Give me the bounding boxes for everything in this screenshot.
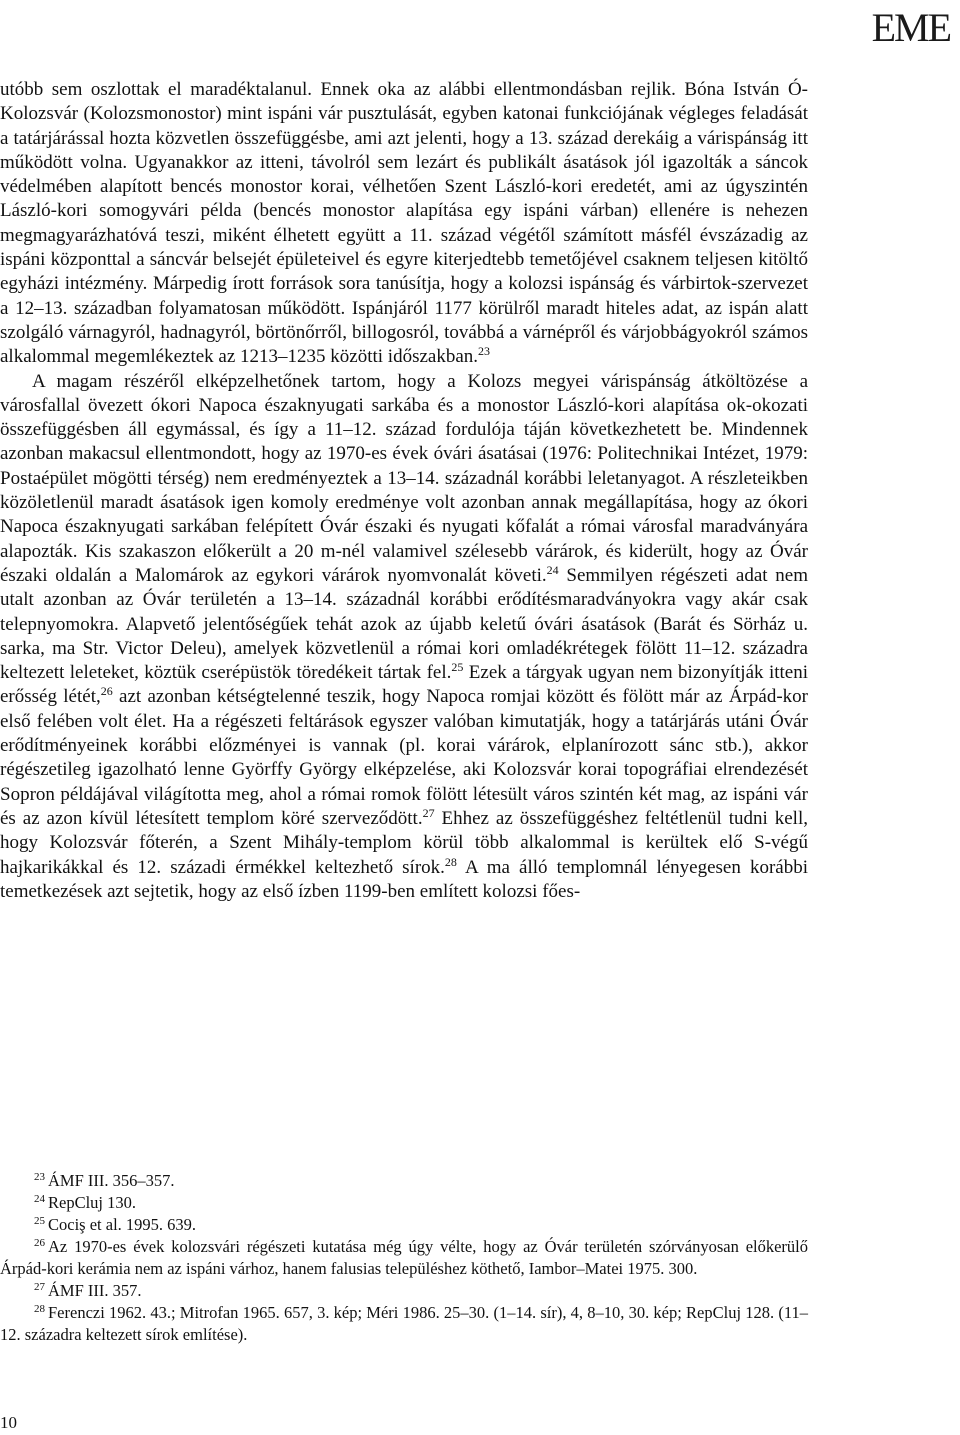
- footnote: [0, 1280, 808, 1302]
- text-run: azt azonban kétségtelenné teszik, hogy Napoca romjai között és fölött már az Árpád-kor első felében volt élet. Ha a régészeti feltárások egyszer valóban kimutatják, hogy a tatárjárás utáni Óvár erődítményeinek korábbi előzményei is vannak (pl. korai várárok, elplanírozott sánc stb.), akkor régészetileg igazolható lenne Györffy György elképzelése, aki Kolozsvár korai topográfiai elrendezését Sopron példájával világította meg, ahol a római romok fölött létesült város szintén két mag, az ispáni vár és az azon kívül létesített templom köré szerveződött.: [0, 686, 808, 829]
- footnote: [0, 1192, 808, 1214]
- text-run: A ma álló templomnál lényegesen korábbi temetkezések azt sejtetik, hogy az első ízben 1199-ben említett kolozsi főes-: [0, 856, 808, 902]
- footnote: [0, 1302, 808, 1346]
- footnote-ref[interactable]: 26: [100, 684, 113, 699]
- footnote: [0, 1170, 808, 1192]
- publisher-logo: EME: [871, 5, 950, 50]
- text-run: utóbb sem oszlottak el maradéktalanul. Ennek oka az alábbi ellentmondásban rejlik. Bóna István Ó-Kolozsvár (Kolozsmonostor) mint ispáni vár pusztulását, egyben katonai funkciójának végleges feladását a tatárjárással hozta közvetlen összefüggésbe, ami azt jelenti, hogy a 13. század derekáig a várispánság itt működött volna. Ugyanakkor az itteni, távolról sem lezárt és publikált ásatások jól igazolták a sáncok védelmében alapított bencés monostor korai, vélhetően Szent László-kori eredetét, ami az úgyszintén László-kori somogyvári példa (bencés monostor alapítása egy ispáni várban) ellenére is nehezen megmagyarázhatóvá teszi, miként élhetett együtt a 11. század végétől számított másfél évszázadig az ispáni központtal a sáncvár belsejét épületeivel és egyre kiterjedtebb temetőjével csaknem teljesen kitöltő egyházi intézmény. Márpedig írott források sora tanúsítja, hogy a kolozsi ispánság és várbirtok-szervezet a 12–13. században folyamatosan működött. Ispánjáról 1177 körülről maradt hiteles adat, az ispán alatt szolgáló várnagyról, hadnagyról, börtönőrről, billogosról, továbbá a várnépről és várjobbágyokról számos alkalommal megemlékeztek az 1213–1235 közötti időszakban.: [0, 79, 808, 368]
- footnote-number: 23: [34, 1171, 45, 1183]
- footnote-text: Ferenczi 1962. 43.; Mitrofan 1965. 657, 3. kép; Méri 1986. 25–30. (1–14. sír), 4, 8–10, 30. kép; RepCluj 128. (11–12. századra keltezett sírok említése).: [0, 1303, 808, 1344]
- body-text: [0, 78, 808, 904]
- footnote-ref[interactable]: 27: [422, 805, 435, 820]
- text-run: Semmilyen régészeti adat nem utalt azonban az Óvár területén a 13–14. századnál korábbi erődítésmaradványokra vagy akár csak telepnyomokra. Alapvető jelentőségűek tehát azok az újabb keletű óvári ásatások (Barát és Sörház u. sarka, ma Str. Victor Deleu), amelyek közvetlenül a római kori omladékrétegek fölött 11–12. századra keltezett leleteket, köztük cserépüstök töredékeit tártak fel.: [0, 564, 808, 684]
- text-run: A magam részéről elképzelhetőnek tartom, hogy a Kolozs megyei várispánság átköltözése a városfallal övezett ókori Napoca északnyugati sarkába és a monostor László-kori alapítása ok-okozati összefüggésben áll egymással, és így a 11–12. század fordulója táján következhetett be. Mindennek azonban makacsul ellentmondott, hogy az 1970-es évek óvári ásatásai (1976: Politechnikai Intézet, 1979: Postaépület mögötti térség) nem eredményeztek a 13–14. századnál korábbi leletanyagot. A részleteikben közöletlenül maradt ásatások igen komoly eredménye volt azonban annak megállapítása, hogy az ókori Napoca északnyugati sarkában felépített Óvár északi és nyugati kőfalát a római városfal maradványára alapozták. Kis szakaszon előkerült a 20 m-nél valamivel szélesebb várárok, és kiderült, hogy az Óvár északi oldalán a Malomárok az egykori várárok nyomvonalát követi.: [0, 370, 808, 586]
- footnote-ref[interactable]: 25: [451, 660, 464, 675]
- footnote-text: Az 1970-es évek kolozsvári régészeti kutatása még úgy vélte, hogy az Óvár területén szórványosan előkerülő Árpád-kori kerámia nem az ispáni várhoz, hanem falusias településhez köthető, Iambor–Matei 1975. 300.: [0, 1237, 808, 1278]
- footnote-text: RepCluj 130.: [48, 1193, 137, 1212]
- footnote-number: 26: [34, 1237, 45, 1249]
- footnote-text: Cociş et al. 1995. 639.: [48, 1215, 197, 1234]
- footnote-number: 25: [34, 1215, 45, 1227]
- footnote-text: ÁMF III. 357.: [48, 1281, 142, 1300]
- text-run: Ehhez az összefüggéshez feltétlenül tudni kell, hogy Kolozsvár főterén, a Szent Mihály-templom körül több alkalommal is kerültek elő S-végű hajkarikákkal és 12. századi érmékkel keltezhető sírok.: [0, 807, 808, 878]
- footnote-ref[interactable]: 24: [546, 562, 559, 577]
- page-number: 10: [0, 1413, 17, 1432]
- paragraph: [0, 370, 808, 905]
- footnote: [0, 1236, 808, 1280]
- footnote-text: ÁMF III. 356–357.: [48, 1171, 175, 1190]
- footnote: [0, 1214, 808, 1236]
- footnotes: [0, 1170, 808, 1346]
- paragraph: [0, 78, 808, 370]
- text-run: Ezek a tárgyak ugyan nem bizonyítják itteni erősség létét,: [0, 662, 808, 708]
- footnote-number: 24: [34, 1193, 45, 1205]
- footnote-number: 27: [34, 1281, 45, 1293]
- footnote-ref[interactable]: 23: [478, 344, 491, 359]
- footnote-ref[interactable]: 28: [444, 854, 457, 869]
- footnote-number: 28: [34, 1303, 45, 1315]
